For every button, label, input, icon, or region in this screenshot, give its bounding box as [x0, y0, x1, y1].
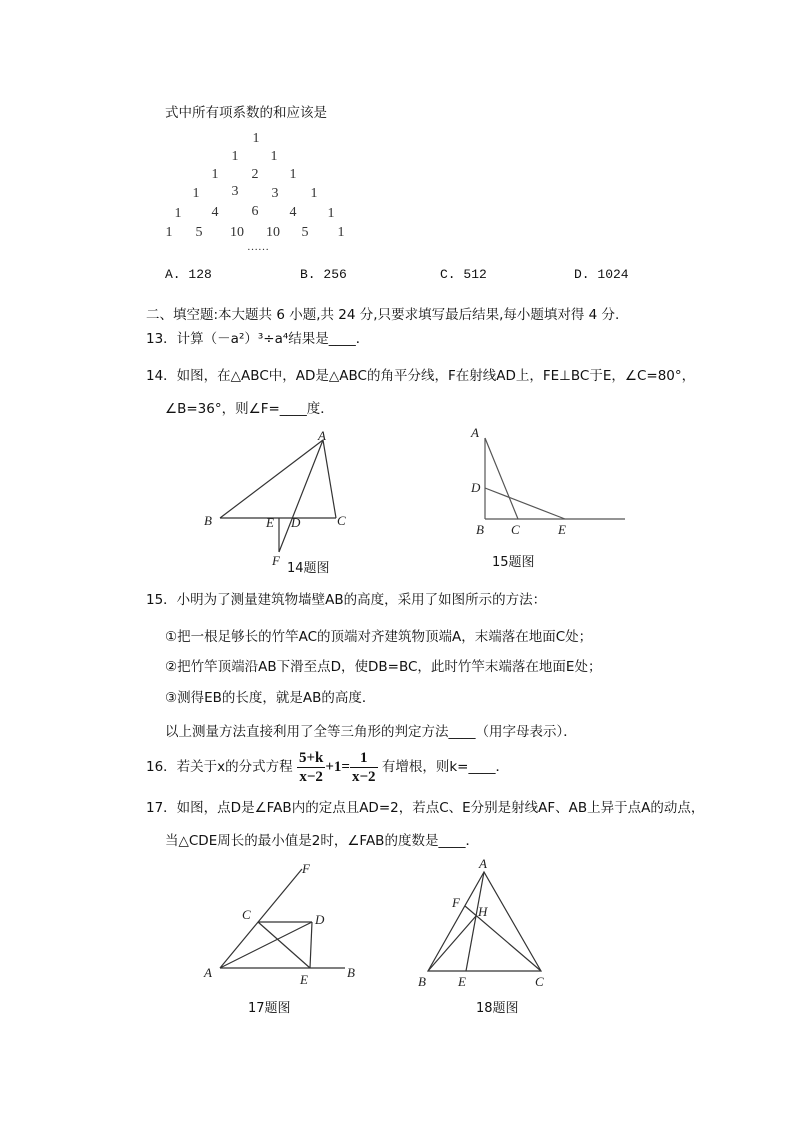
pascal-num: 1 — [270, 149, 278, 164]
fig15-label-a: A — [471, 425, 479, 440]
fraction-numerator: 5+k — [298, 749, 324, 766]
pascal-num: 1 — [211, 167, 219, 182]
question-15-step2: ②把竹竿顶端沿AB下滑至点D，使DB=BC，此时竹竿末端落在地面E处； — [165, 659, 602, 675]
pascal-num: 1 — [337, 225, 345, 240]
fig17-label-f: F — [302, 861, 310, 876]
pascal-num: 10 — [230, 225, 244, 240]
option-c: C. 512 — [440, 267, 487, 282]
fig15-label-b: B — [476, 522, 484, 537]
fraction-right — [350, 749, 378, 786]
question-15-line1: 15．小明为了测量建筑物墙壁AB的高度，采用了如图所示的方法： — [146, 592, 547, 608]
pascal-num: 10 — [266, 225, 280, 240]
fig14-label-d: D — [291, 515, 301, 530]
fig17-label-b: B — [347, 965, 355, 980]
question-14-line1: 14．如图，在△ABC中，AD是△ABC的角平分线，F在射线AD上，FE⊥BC于E，∠C=80°， — [146, 368, 696, 384]
question-15-conclusion: 以上测量方法直接利用了全等三角形的判定方法____（用字母表示）． — [165, 724, 577, 740]
figure-15 — [485, 438, 625, 519]
pascal-num: 5 — [301, 225, 309, 240]
fraction-denominator: x−2 — [299, 768, 323, 785]
section-heading: 二、填空题:本大题共 6 小题,共 24 分,只要求填写最后结果,每小题填对得 4 分. — [146, 307, 620, 323]
fig14-caption: 14题图 — [287, 561, 330, 576]
pascal-num: 4 — [289, 205, 297, 220]
fig18-label-e: E — [458, 974, 466, 989]
question-14-line2: ∠B=36°，则∠F=____度． — [165, 401, 334, 417]
fig18-label-a: A — [479, 856, 487, 871]
fig18-label-h: H — [478, 904, 488, 919]
question-15-step1: ①把一根足够长的竹竿AC的顶端对齐建筑物顶端A，末端落在地面C处； — [165, 629, 593, 645]
fig15-caption: 15题图 — [492, 555, 535, 570]
fig14-label-a: A — [318, 428, 326, 443]
option-b: B. 256 — [300, 267, 347, 282]
figure-14 — [220, 440, 336, 552]
pascal-num: 1 — [231, 149, 239, 164]
fig18-label-f: F — [452, 895, 460, 910]
figure-17 — [220, 869, 345, 968]
option-a: A. 128 — [165, 267, 212, 282]
question-17-line1: 17．如图，点D是∠FAB内的定点且AD=2，若点C、E分别是射线AF、AB上异于点A的动点， — [146, 800, 705, 816]
pascal-num: 1 — [192, 186, 200, 201]
pascal-num: 1 — [165, 225, 173, 240]
fig17-label-e: E — [300, 972, 308, 987]
q16-suffix: 有增根，则k=____． — [381, 759, 509, 775]
fig15-label-e: E — [558, 522, 566, 537]
fig17-caption: 17题图 — [248, 1001, 291, 1016]
pascal-num: 3 — [271, 186, 279, 201]
pascal-num: 1 — [252, 131, 260, 146]
pascal-num: 5 — [195, 225, 203, 240]
figure-18 — [428, 872, 541, 971]
fig17-label-c: C — [242, 907, 251, 922]
fraction-denominator: x−2 — [351, 768, 376, 785]
pascal-num: 4 — [211, 205, 219, 220]
pascal-ellipsis: …… — [247, 241, 269, 253]
question-13: 13．计算（－a²）³÷a⁴结果是____． — [146, 331, 370, 347]
q12-stem: 式中所有项系数的和应该是 — [165, 105, 327, 121]
pascal-num: 2 — [251, 167, 259, 182]
fig15-label-c: C — [511, 522, 520, 537]
pascal-num: 6 — [251, 204, 259, 219]
q16-mid: +1= — [325, 759, 350, 775]
fig17-label-a: A — [204, 965, 212, 980]
fig17-label-d: D — [315, 912, 325, 927]
pascal-num: 1 — [174, 206, 182, 221]
fig18-label-b: B — [418, 974, 426, 989]
question-17-line2: 当△CDE周长的最小值是2时，∠FAB的度数是____． — [165, 833, 479, 849]
question-15-step3: ③测得EB的长度，就是AB的高度． — [165, 690, 376, 706]
pascal-num: 1 — [327, 206, 335, 221]
fig18-label-c: C — [535, 974, 544, 989]
fig14-label-c: C — [337, 513, 346, 528]
fraction-left — [297, 749, 325, 786]
fraction-numerator: 1 — [350, 749, 378, 768]
q16-prefix: 16．若关于x的分式方程 — [146, 759, 293, 775]
option-d: D. 1024 — [574, 267, 629, 282]
fig18-caption: 18题图 — [476, 1001, 519, 1016]
fig14-label-e: E — [266, 515, 274, 530]
fig14-label-b: B — [204, 513, 212, 528]
fig14-label-f: F — [272, 553, 280, 568]
fig15-label-d: D — [471, 480, 481, 495]
pascal-num: 3 — [231, 184, 239, 199]
pascal-num: 1 — [289, 167, 297, 182]
question-16 — [146, 747, 509, 787]
pascal-num: 1 — [310, 186, 318, 201]
